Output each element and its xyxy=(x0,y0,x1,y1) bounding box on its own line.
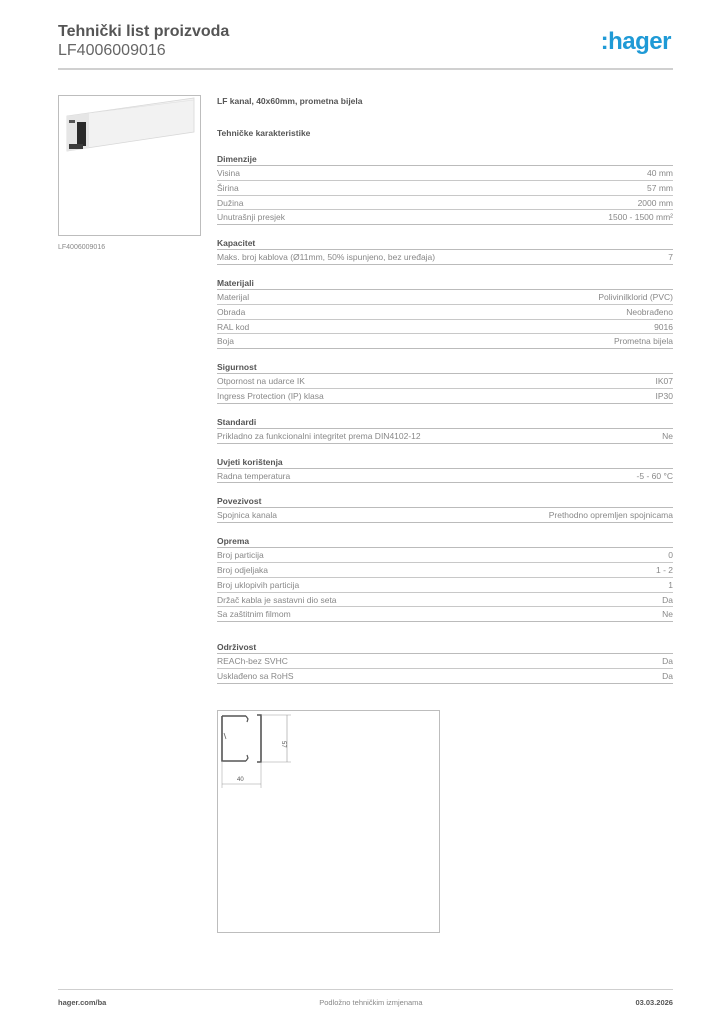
page-header xyxy=(58,22,673,60)
spec-row xyxy=(217,593,673,608)
svg-text:40: 40 xyxy=(237,777,244,783)
spec-value: Neobrađeno xyxy=(626,306,673,317)
spec-label: Unutrašnji presjek xyxy=(217,212,286,223)
spec-label: Maks. broj kablova (Ø11mm, 50% ispunjeno, bez uređaja) xyxy=(217,252,436,263)
spec-value: 1 xyxy=(668,579,673,590)
spec-row xyxy=(217,290,673,305)
technical-drawing xyxy=(217,710,440,933)
spec-row xyxy=(217,334,673,349)
spec-value: Ne xyxy=(662,609,673,620)
spec-label: Ingress Protection (IP) klasa xyxy=(217,390,324,401)
spec-label: Obrada xyxy=(217,306,246,317)
spec-value: Da xyxy=(662,656,673,667)
group-title: Održivost xyxy=(217,641,673,654)
spec-row xyxy=(217,508,673,523)
group-usage-conditions xyxy=(217,456,673,484)
group-title: Oprema xyxy=(217,535,673,548)
spec-value: 0 xyxy=(668,550,673,561)
spec-label: Spojnica kanala xyxy=(217,510,278,521)
spec-label: Usklađeno sa RoHS xyxy=(217,670,294,681)
spec-label: Broj uklopivih particija xyxy=(217,579,300,590)
spec-value: Prethodno opremljen spojnicama xyxy=(548,510,673,521)
spec-row xyxy=(217,181,673,196)
spec-value: 40 mm xyxy=(647,168,673,178)
product-description: LF kanal, 40x60mm, prometna bijela xyxy=(217,96,363,106)
spec-value: Da xyxy=(662,670,673,681)
page-footer xyxy=(58,998,673,1007)
group-materials xyxy=(217,277,673,349)
footer-divider xyxy=(58,989,673,990)
spec-value: 7 xyxy=(668,252,673,263)
spec-row xyxy=(217,607,673,622)
spec-row xyxy=(217,374,673,389)
spec-label: Otpornost na udarce IK xyxy=(217,376,305,387)
spec-value: 1 - 2 xyxy=(655,564,673,575)
cross-section-drawing-icon xyxy=(218,711,439,932)
spec-row xyxy=(217,669,673,684)
product-photo xyxy=(58,95,201,236)
spec-value: IK07 xyxy=(655,376,673,387)
spec-label: Prikladno za funkcionalni integritet prema DIN4102-12 xyxy=(217,430,421,441)
spec-label: Dužina xyxy=(217,197,244,208)
section-title-technical: Tehničke karakteristike xyxy=(217,128,311,138)
spec-value: Prometna bijela xyxy=(613,336,673,347)
hager-logo: :hager xyxy=(600,28,671,55)
svg-text:57: 57 xyxy=(280,741,286,748)
spec-value: 1500 - 1500 mm² xyxy=(608,212,673,223)
spec-row xyxy=(217,548,673,563)
group-title: Uvjeti korištenja xyxy=(217,456,673,469)
spec-row xyxy=(217,320,673,335)
spec-label: Sa zaštitnim filmom xyxy=(217,609,291,620)
spec-row xyxy=(217,469,673,484)
spec-row xyxy=(217,196,673,211)
spec-label: Boja xyxy=(217,336,235,347)
group-title: Standardi xyxy=(217,416,673,429)
product-code: LF4006009016 xyxy=(58,42,166,59)
group-dimensions xyxy=(217,153,673,225)
group-title: Materijali xyxy=(217,277,673,290)
group-title: Kapacitet xyxy=(217,237,673,250)
document-title: Tehnički list proizvoda xyxy=(58,23,230,40)
group-sustainability xyxy=(217,641,673,684)
group-safety xyxy=(217,361,673,404)
spec-value: IP30 xyxy=(655,390,673,401)
spec-value: 57 mm xyxy=(647,182,673,193)
photo-caption: LF4006009016 xyxy=(58,244,106,251)
spec-row xyxy=(217,654,673,669)
group-standards xyxy=(217,416,673,444)
spec-value: Polivinilklorid (PVC) xyxy=(598,291,673,302)
spec-content xyxy=(217,96,673,724)
spec-row xyxy=(217,578,673,593)
cable-trunking-photo-icon xyxy=(59,96,200,235)
footer-note: Podložno tehničkim izmjenama xyxy=(319,998,423,1007)
spec-label: REACh-bez SVHC xyxy=(217,656,288,667)
spec-row xyxy=(217,563,673,578)
spec-row xyxy=(217,250,673,265)
spec-row xyxy=(217,429,673,444)
group-title: Dimenzije xyxy=(217,153,673,166)
spec-value: Ne xyxy=(662,430,673,441)
group-capacity xyxy=(217,237,673,265)
spec-label: RAL kod xyxy=(217,321,250,332)
group-title: Sigurnost xyxy=(217,361,673,374)
group-equipment xyxy=(217,535,673,622)
spec-label: Širina xyxy=(217,182,239,193)
spec-label: Radna temperatura xyxy=(217,470,291,481)
spec-label: Visina xyxy=(217,168,240,178)
spec-row xyxy=(217,389,673,404)
spec-label: Držač kabla je sastavni dio seta xyxy=(217,594,337,605)
spec-label: Broj particija xyxy=(217,550,264,561)
group-title: Povezivost xyxy=(217,495,673,508)
website-link[interactable]: hager.com/ba xyxy=(58,998,107,1007)
spec-value: 9016 xyxy=(654,321,673,332)
spec-value: -5 - 60 °C xyxy=(636,470,673,481)
spec-value: Da xyxy=(662,594,673,605)
header-divider xyxy=(58,68,673,70)
spec-row xyxy=(217,305,673,320)
footer-date: 03.03.2026 xyxy=(635,998,673,1007)
spec-row xyxy=(217,166,673,181)
spec-label: Broj odjeljaka xyxy=(217,564,269,575)
spec-label: Materijal xyxy=(217,291,250,302)
group-connectivity xyxy=(217,495,673,523)
spec-row xyxy=(217,210,673,225)
spec-value: 2000 mm xyxy=(637,197,673,208)
